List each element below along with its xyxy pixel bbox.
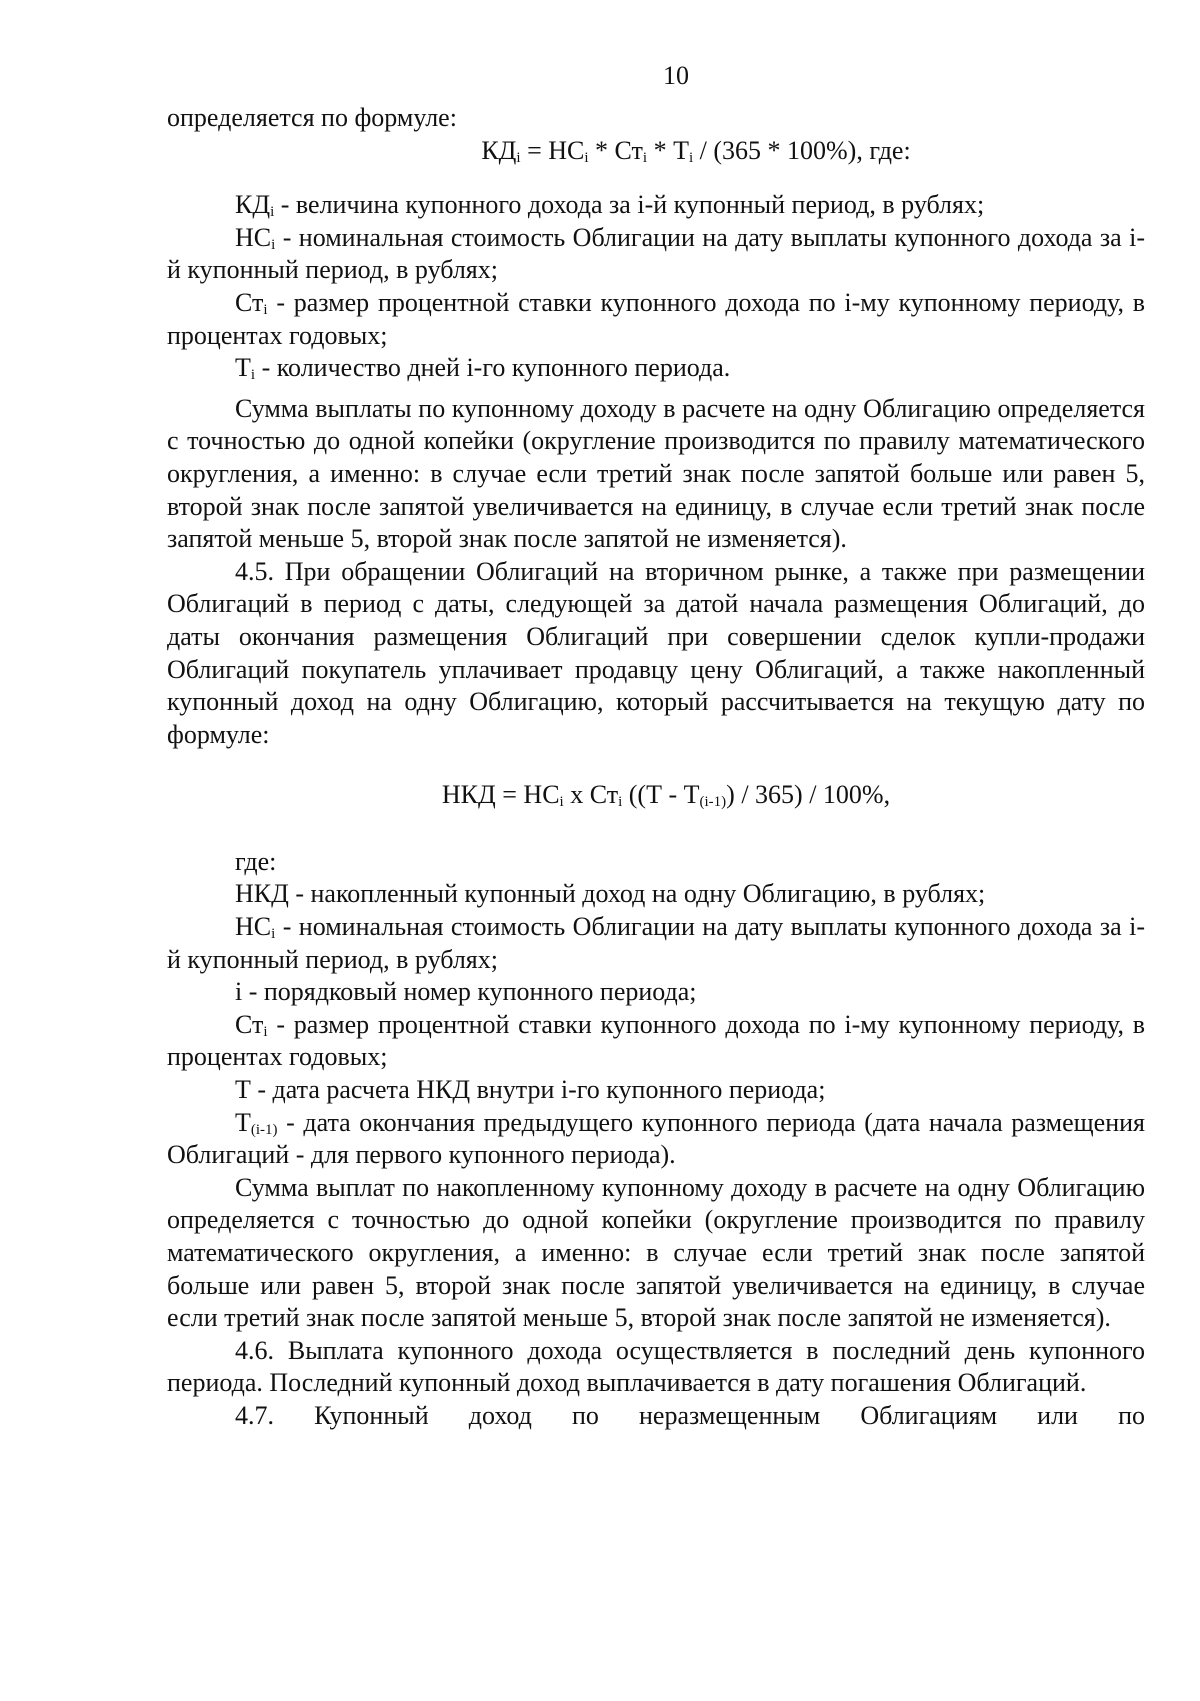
definition-nc-2: $НС_i$ - номинальная стоимость Облигации на дату выплаты купонного дохода за i-й купонный период, в рублях; (167, 912, 1145, 974)
definition-i: i - порядковый номер купонного периода; (235, 977, 697, 1007)
formula-st: * Ст (588, 135, 643, 165)
definition-nc: $НС_i$ - номинальная стоимость Облигации на дату выплаты купонного дохода за i-й купонный период, в рублях; (167, 222, 1145, 285)
coupon-income-formula (167, 135, 1145, 168)
paragraph-rounding-2: Сумма выплат по накопленному купонному доходу в расчете на одну Облигацию определяется с точностью до одной копейки (округление производится по правилу математического округления, а именно: в случае если третий знак после запятой больше или равен 5, второй знак после запятой увеличивается на единицу, в случае если третий знак после запятой меньше 5, второй знак после запятой не изменяется). (167, 1172, 1145, 1333)
paragraph-4-7: 4.7. Купонный доход по неразмещенным Облигациям или по (235, 1400, 1145, 1430)
formula-t: * Т (647, 135, 689, 165)
definition-kd: $КД_i$ - величина купонного дохода за i-й купонный период, в рублях; (235, 190, 985, 221)
definition-st: $Ст_i$ - размер процентной ставки купонного дохода по i-му купонному периоду, в процентах годовых; (167, 287, 1145, 350)
definition-t-2: Т - дата расчета НКД внутри i-го купонного периода; (235, 1075, 826, 1105)
definition-nkd: НКД - накопленный купонный доход на одну Облигацию, в рублях; (235, 879, 986, 909)
paragraph-rounding-1: Сумма выплаты по купонному доходу в расчете на одну Облигацию определяется с точностью до одной копейки (округление производится по правилу математического округления, а именно: в случае если третий знак после запятой больше или равен 5, второй знак после запятой увеличивается на единицу, в случае если третий знак после запятой меньше 5, второй знак после запятой не изменяется). (167, 393, 1145, 554)
formula-kd-sub: i (516, 149, 521, 166)
formula-kd: КД (481, 135, 517, 165)
document-page (167, 60, 1145, 1433)
where-label: где: (235, 846, 277, 876)
page-number: 10 (663, 61, 689, 90)
accrued-income-formula: НКД = $НС_i$ х $Ст_i$ $((Т - Т_{(i-1)}) / 365) / 100\%$, (441, 780, 891, 811)
formula-eq: = НС (520, 135, 585, 165)
paragraph-4-6: 4.6. Выплата купонного дохода осуществляется в последний день купонного периода. Последний купонный доход выплачивается в дату погашения Облигаций. (167, 1335, 1145, 1398)
definition-t-prev: $Т_{(i-1)}$ - дата окончания предыдущего купонного периода (дата начала размещения Облигаций - для первого купонного периода). (167, 1107, 1145, 1170)
paragraph-4-5: 4.5. При обращении Облигаций на вторичном рынке, а также при размещении Облигаций в период с даты, следующей за датой начала размещения Облигаций, до даты окончания размещения Облигаций при совершении сделок купли-продажи Облигаций покупатель уплачивает продавцу цену Облигаций, а также накопленный купонный доход на одну Облигацию, который рассчитывается на текущую дату по формуле: (167, 556, 1145, 749)
formula-nc-sub: i (584, 149, 589, 166)
formula-intro: определяется по формуле: (167, 103, 457, 132)
formula-t-sub: i (688, 149, 694, 166)
definition-t: $Т_i$ - количество дней i-го купонного периода. (235, 353, 731, 384)
formula-tail: / (365 * 100%), где: (693, 135, 911, 165)
formula-st-sub: i (642, 149, 648, 166)
definition-st-2: $Ст_i$ - размер процентной ставки купонного дохода по i-му купонному периоду, в процентах годовых; (167, 1009, 1145, 1072)
